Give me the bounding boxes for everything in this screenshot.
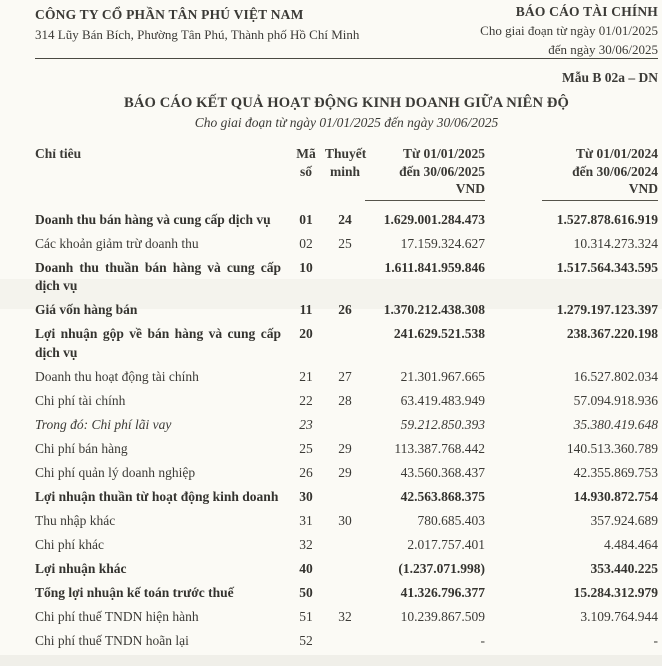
row-value-current: 113.387.768.442 [394, 440, 485, 456]
row-note [325, 323, 365, 366]
row-label: Chi phí khác [35, 536, 104, 552]
table-row [35, 232, 658, 256]
row-value-prior: 353.440.225 [590, 560, 658, 576]
row-code: 22 [299, 392, 313, 408]
row-value-prior: 35.380.419.648 [573, 416, 658, 432]
row-code: 01 [299, 211, 313, 227]
row-value-current: 241.629.521.538 [393, 326, 485, 341]
row-label: Chi phí thuế TNDN hoãn lại [35, 632, 189, 648]
row-value-prior: 4.484.464 [604, 536, 658, 552]
company-name: CÔNG TY CỔ PHẦN TÂN PHÚ VIỆT NAM [35, 7, 304, 22]
table-row [35, 581, 658, 605]
row-label: Lợi nhuận thuần từ hoạt động kinh doanh [35, 488, 279, 504]
row-code: 10 [299, 259, 313, 275]
table-row [35, 323, 658, 366]
table-header-row [35, 145, 658, 201]
row-note [325, 256, 365, 299]
row-value-prior: 357.924.689 [590, 512, 658, 528]
table-row [35, 533, 658, 557]
currency-label-current: VND [455, 181, 485, 196]
row-label: Các khoản giảm trừ doanh thu [35, 235, 199, 251]
row-label: Thu nhập khác [35, 512, 116, 528]
row-note: 29 [338, 464, 352, 480]
column-header-label-text: Chỉ tiêu [35, 146, 82, 161]
row-code: 02 [299, 235, 313, 251]
row-label: Trong đó: Chi phí lãi vay [35, 416, 172, 432]
row-label: Chi phí quản lý doanh nghiệp [35, 464, 196, 480]
row-label: Doanh thu hoạt động tài chính [35, 368, 199, 384]
table-row [35, 509, 658, 533]
table-row [35, 201, 658, 233]
period-current-line2: đến 30/06/2025 [399, 163, 485, 179]
table-row [35, 389, 658, 413]
income-statement-table [35, 145, 658, 653]
row-value-prior: 14.930.872.754 [573, 488, 658, 504]
column-header-code [287, 145, 325, 201]
row-value-prior: 57.094.918.936 [573, 392, 658, 408]
table-row [35, 605, 658, 629]
company-address: 314 Lũy Bán Bích, Phường Tân Phú, Thành phố Hồ Chí Minh [35, 27, 360, 42]
period-current-header [365, 145, 485, 201]
row-value-current: 59.212.850.393 [400, 416, 485, 432]
period-prior-header [542, 145, 658, 201]
row-note: 30 [338, 512, 352, 528]
row-value-current: - [480, 632, 485, 648]
row-note: 28 [338, 392, 352, 408]
row-value-prior: 10.314.273.324 [573, 235, 658, 251]
row-label: Doanh thu thuần bán hàng và cung cấp dịch vụ [35, 259, 281, 293]
row-value-current: 10.239.867.509 [400, 608, 485, 624]
row-note: 26 [338, 302, 352, 317]
row-value-current: 41.326.796.377 [400, 584, 485, 600]
note-header-line2: minh [329, 163, 360, 179]
row-value-current: 1.370.212.438.308 [383, 302, 485, 317]
row-note [325, 533, 365, 557]
row-code: 31 [299, 512, 313, 528]
period-current-line1: Từ 01/01/2025 [403, 146, 485, 161]
row-label: Chi phí thuế TNDN hiện hành [35, 608, 199, 624]
table-row [35, 365, 658, 389]
row-label: Chi phí tài chính [35, 392, 126, 408]
row-code: 52 [299, 632, 313, 648]
letterhead-left [35, 4, 395, 43]
row-value-prior: 3.109.764.944 [580, 608, 658, 624]
row-code: 40 [299, 560, 313, 576]
column-header-period-prior [485, 145, 658, 201]
row-code: 20 [299, 326, 313, 341]
table-row [35, 299, 658, 323]
row-value-prior: - [653, 632, 658, 648]
table-row [35, 557, 658, 581]
row-note [325, 485, 365, 509]
table-row [35, 485, 658, 509]
table-row [35, 437, 658, 461]
row-code: 23 [299, 416, 313, 432]
row-value-current: 2.017.757.401 [407, 536, 485, 552]
row-value-current: 1.629.001.284.473 [383, 211, 485, 227]
row-note: 27 [338, 368, 352, 384]
row-value-current: 43.560.368.437 [400, 464, 485, 480]
row-value-prior: 1.527.878.616.919 [556, 211, 658, 227]
report-period-line1: Cho giai đoạn từ ngày 01/01/2025 [480, 23, 658, 38]
row-label: Lợi nhuận khác [35, 560, 127, 576]
row-label: Chi phí bán hàng [35, 440, 128, 456]
row-value-prior: 42.355.869.753 [573, 464, 658, 480]
row-value-current: 1.611.841.959.846 [384, 259, 485, 275]
row-code: 26 [299, 464, 313, 480]
column-header-note [325, 145, 365, 201]
row-note [325, 413, 365, 437]
row-value-prior: 238.367.220.198 [566, 326, 658, 341]
column-header-period-current [365, 145, 485, 201]
currency-label-prior: VND [628, 181, 658, 196]
row-code: 51 [299, 608, 313, 624]
column-header-label [35, 145, 287, 201]
scan-artifact-band [0, 655, 662, 666]
row-label: Giá vốn hàng bán [35, 302, 138, 317]
row-note: 29 [338, 440, 352, 456]
row-value-current: 780.685.403 [417, 512, 485, 528]
report-period-line2: đến ngày 30/06/2025 [548, 41, 658, 57]
row-value-current: 42.563.868.375 [400, 488, 485, 504]
page-subtitle: Cho giai đoạn từ ngày 01/01/2025 đến ngày 30/06/2025 [194, 115, 499, 130]
row-code: 32 [299, 536, 313, 552]
row-code: 25 [299, 440, 313, 456]
table-row [35, 629, 658, 653]
row-note: 24 [338, 211, 352, 227]
form-code: Mẫu B 02a – DN [561, 70, 658, 85]
row-value-current: (1.237.071.998) [398, 560, 485, 576]
row-note: 32 [338, 608, 352, 624]
period-prior-line1: Từ 01/01/2024 [576, 146, 658, 161]
row-code: 11 [299, 302, 313, 317]
row-value-prior: 1.517.564.343.595 [556, 259, 658, 275]
row-label: Tổng lợi nhuận kế toán trước thuế [35, 584, 234, 600]
row-value-current: 63.419.483.949 [400, 392, 485, 408]
period-prior-line2: đến 30/06/2024 [572, 163, 658, 179]
letterhead-right [480, 4, 658, 57]
row-label: Doanh thu bán hàng và cung cấp dịch vụ [35, 211, 271, 227]
page-title: BÁO CÁO KẾT QUẢ HOẠT ĐỘNG KINH DOANH GIỮA NIÊN ĐỘ [124, 95, 569, 111]
row-label: Lợi nhuận gộp về bán hàng và cung cấp dịch vụ [35, 326, 281, 360]
row-value-prior: 1.279.197.123.397 [556, 302, 658, 317]
row-note [325, 557, 365, 581]
note-header-line1: Thuyết [325, 146, 367, 161]
report-type: BÁO CÁO TÀI CHÍNH [515, 4, 658, 19]
table-row [35, 413, 658, 437]
row-code: 30 [299, 488, 313, 504]
row-note [325, 581, 365, 605]
row-value-current: 21.301.967.665 [400, 368, 485, 384]
report-table-body [35, 201, 658, 654]
code-header-line2: số [299, 163, 312, 179]
table-row [35, 461, 658, 485]
code-header-line1: Mã [296, 146, 316, 161]
letterhead [35, 4, 658, 59]
row-code: 50 [299, 584, 313, 600]
row-note [325, 629, 365, 653]
row-value-prior: 15.284.312.979 [573, 584, 658, 600]
row-code: 21 [299, 368, 313, 384]
row-value-prior: 16.527.802.034 [573, 368, 658, 384]
row-value-current: 17.159.324.627 [400, 235, 485, 251]
row-value-prior: 140.513.360.789 [566, 440, 658, 456]
row-note: 25 [338, 235, 352, 251]
table-row [35, 256, 658, 299]
